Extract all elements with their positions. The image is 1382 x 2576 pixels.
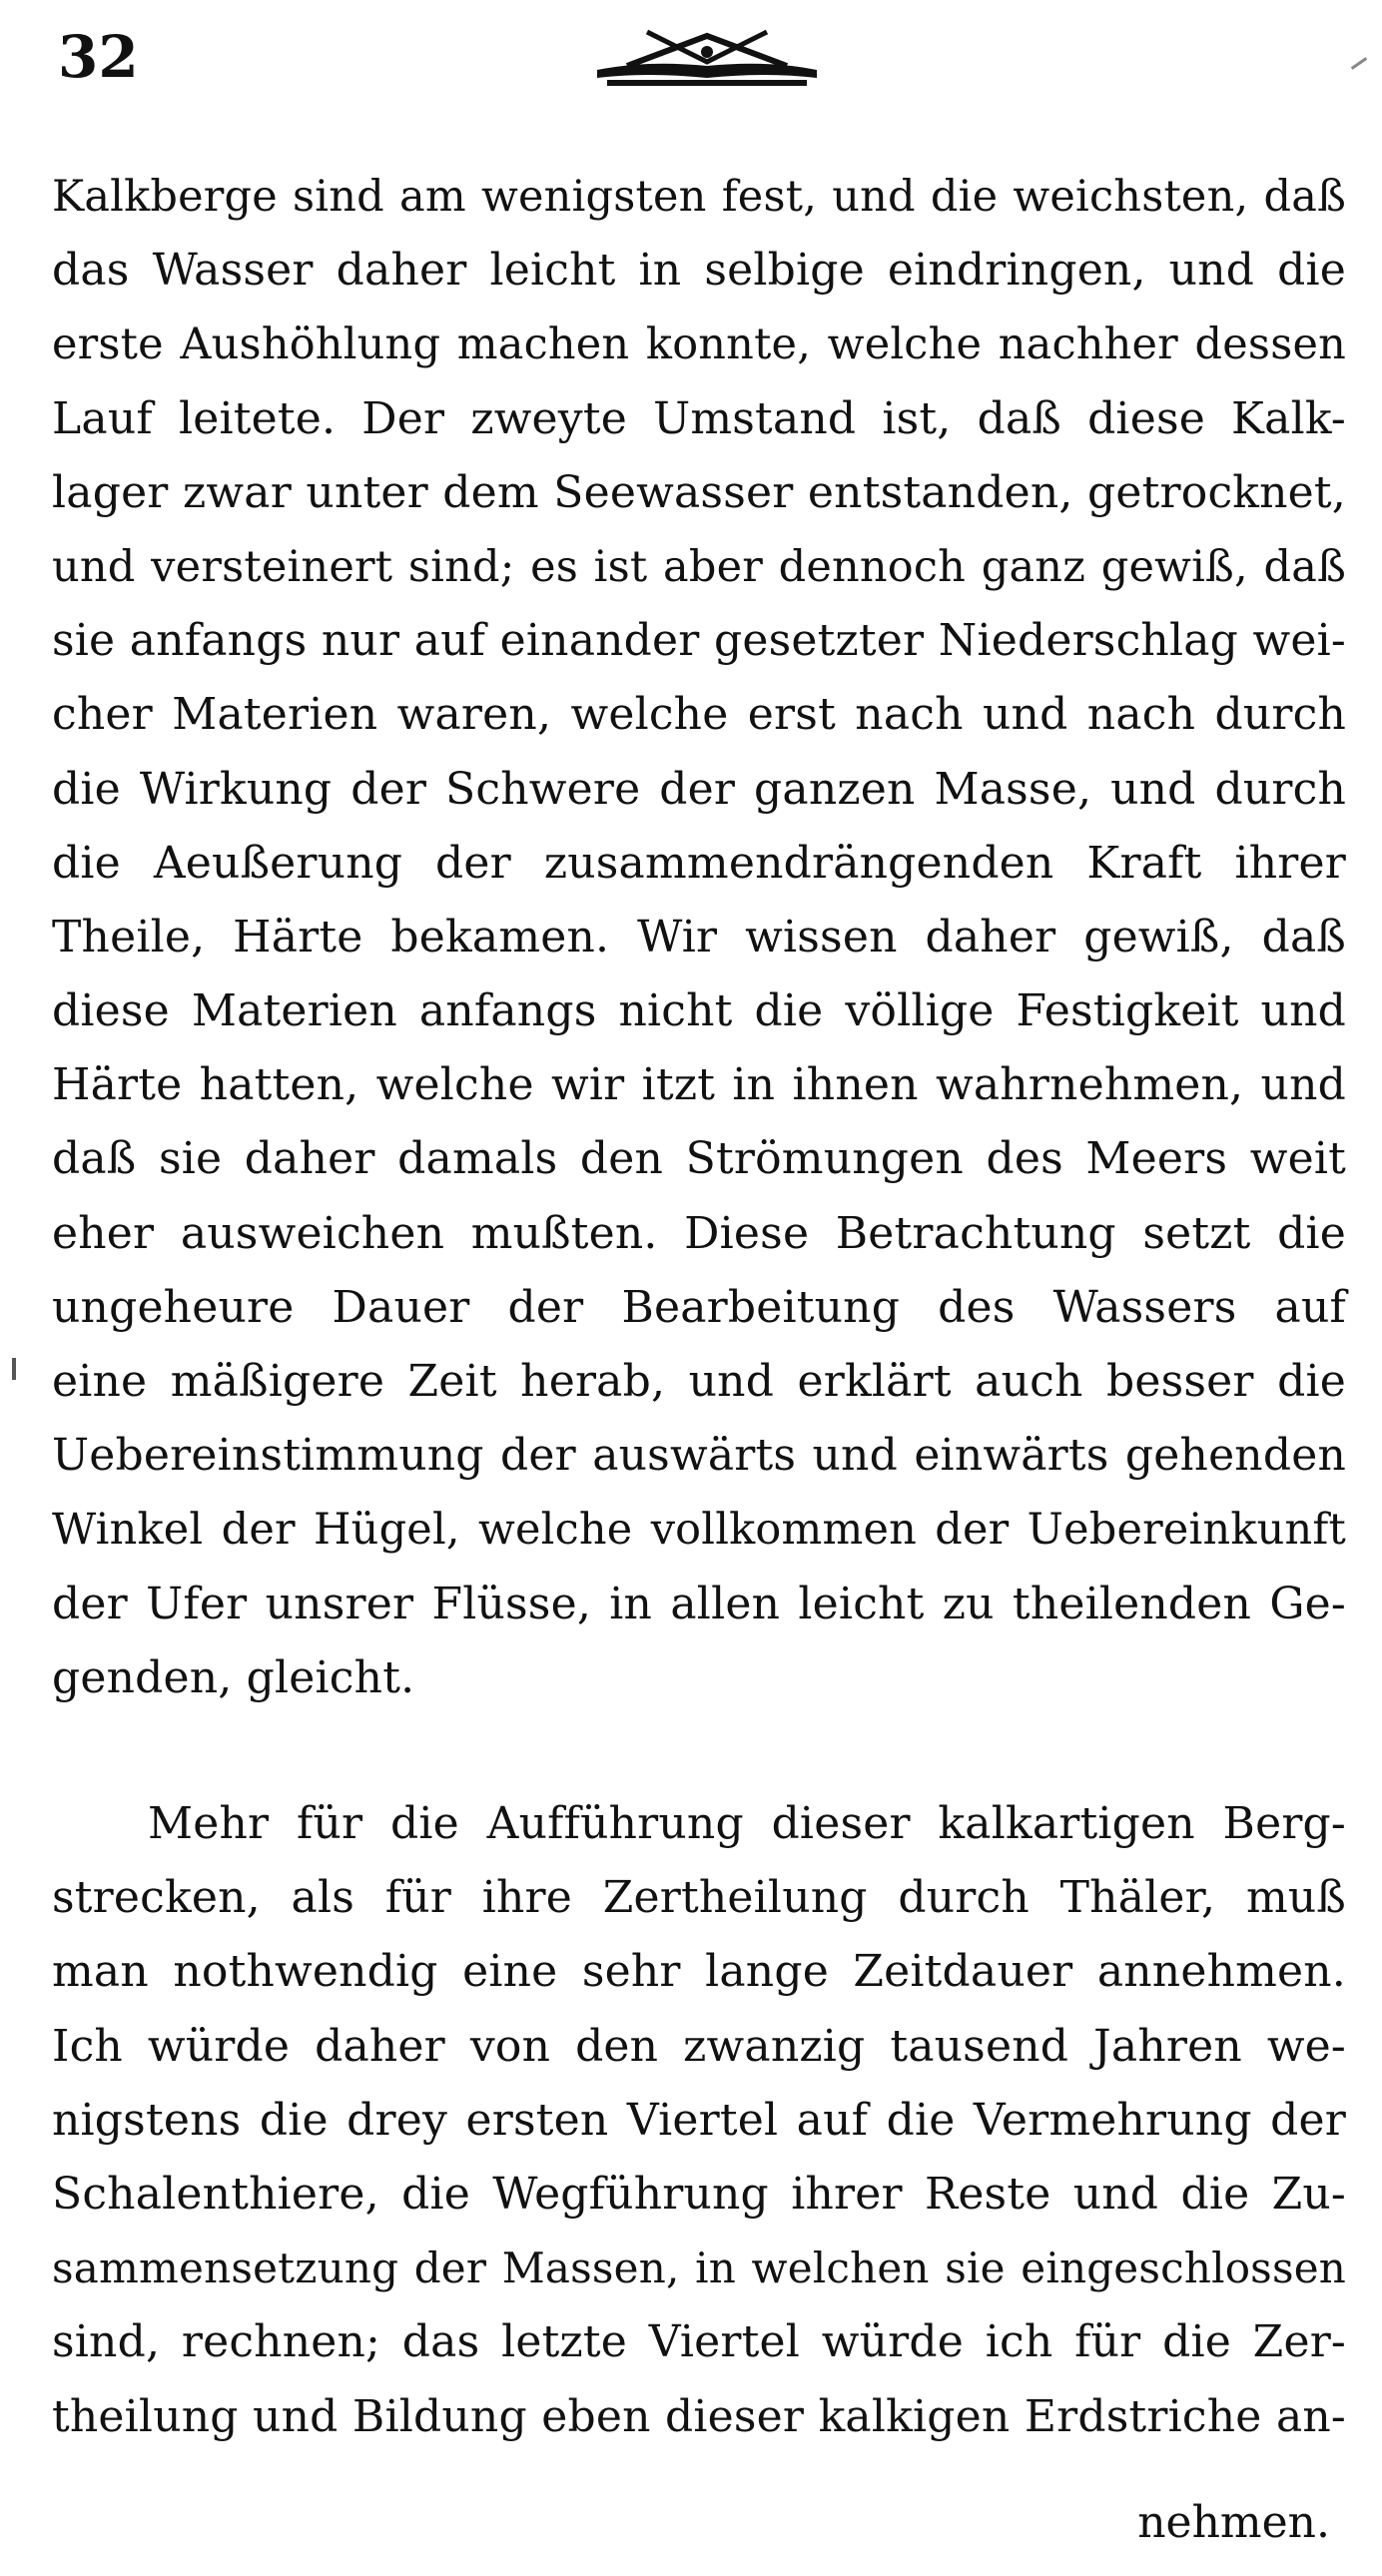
text-line: daß sie daher damals den Strömungen des Meers weit: [52, 1133, 1346, 1185]
text-line: nigstens die drey ersten Viertel auf die Vermehrung der: [52, 2094, 1346, 2146]
text-line: Mehr für die Aufführung dieser kalkartigen Berg-: [148, 1798, 1346, 1849]
text-line: Winkel der Hügel, welche vollkommen der Uebereinkunft: [52, 1505, 1346, 1556]
text-line: Härte hatten, welche wir itzt in ihnen wahrnehmen, und: [52, 1059, 1346, 1111]
margin-mark: [12, 1358, 16, 1380]
text-line: eher ausweichen mußten. Diese Betrachtung setzt die: [52, 1207, 1346, 1259]
text-line: das Wasser daher leicht in selbige eindringen, und die: [52, 245, 1346, 297]
text-line: Schalenthiere, die Wegführung ihrer Reste und die Zu-: [52, 2168, 1346, 2220]
text-line: und versteinert sind; es ist aber dennoch ganz gewiß, daß: [52, 541, 1346, 592]
text-line: genden, gleicht.: [52, 1651, 415, 1703]
catchword: nehmen.: [1137, 2497, 1330, 2548]
text-line: ungeheure Dauer der Bearbeitung des Wassers auf: [52, 1281, 1346, 1333]
text-line: eine mäßigere Zeit herab, und erklärt auch besser die: [52, 1356, 1346, 1407]
text-line: cher Materien waren, welche erst nach und nach durch: [52, 689, 1346, 741]
text-line: strecken, als für ihre Zertheilung durch Thäler, muß: [52, 1872, 1346, 1924]
text-line: sind, rechnen; das letzte Viertel würde ich für die Zer-: [52, 2316, 1346, 2368]
decorative-headpiece-icon: [587, 22, 827, 92]
page-edge-mark: [1351, 57, 1367, 70]
text-line: Ich würde daher von den zwanzig tausend Jahren we-: [52, 2020, 1346, 2072]
text-line: der Ufer unsrer Flüsse, in allen leicht zu theilenden Ge-: [52, 1578, 1346, 1629]
text-line: Lauf leitete. Der zweyte Umstand ist, daß diese Kalk-: [52, 392, 1346, 444]
text-line: die Aeußerung der zusammendrängenden Kraft ihrer: [52, 837, 1346, 889]
text-line: Kalkberge sind am wenigsten fest, und die weichsten, daß: [52, 172, 1346, 222]
text-line: sie anfangs nur auf einander gesetzter Niederschlag wei-: [52, 615, 1346, 667]
paragraph-2: [52, 1787, 1346, 2454]
text-line: theilung und Bildung eben dieser kalkigen Erdstriche an-: [52, 2390, 1346, 2442]
text-line: die Wirkung der Schwere der ganzen Masse, und durch: [52, 763, 1346, 815]
text-line: Theile, Härte bekamen. Wir wissen daher gewiß, daß: [52, 911, 1346, 963]
page-number: 32: [58, 23, 139, 91]
text-line: man nothwendig eine sehr lange Zeitdauer annehmen.: [52, 1946, 1346, 1998]
text-line: sammensetzung der Massen, in welchen sie eingeschlossen: [52, 2244, 1346, 2293]
paragraph-1: [52, 160, 1346, 1715]
text-line: lager zwar unter dem Seewasser entstanden, getrocknet,: [52, 466, 1346, 518]
text-line: erste Aushöhlung machen konnte, welche nachher dessen: [52, 320, 1346, 370]
text-line: diese Materien anfangs nicht die völlige Festigkeit und: [52, 985, 1346, 1037]
text-line: Uebereinstimmung der auswärts und einwärts gehenden: [52, 1430, 1346, 1482]
